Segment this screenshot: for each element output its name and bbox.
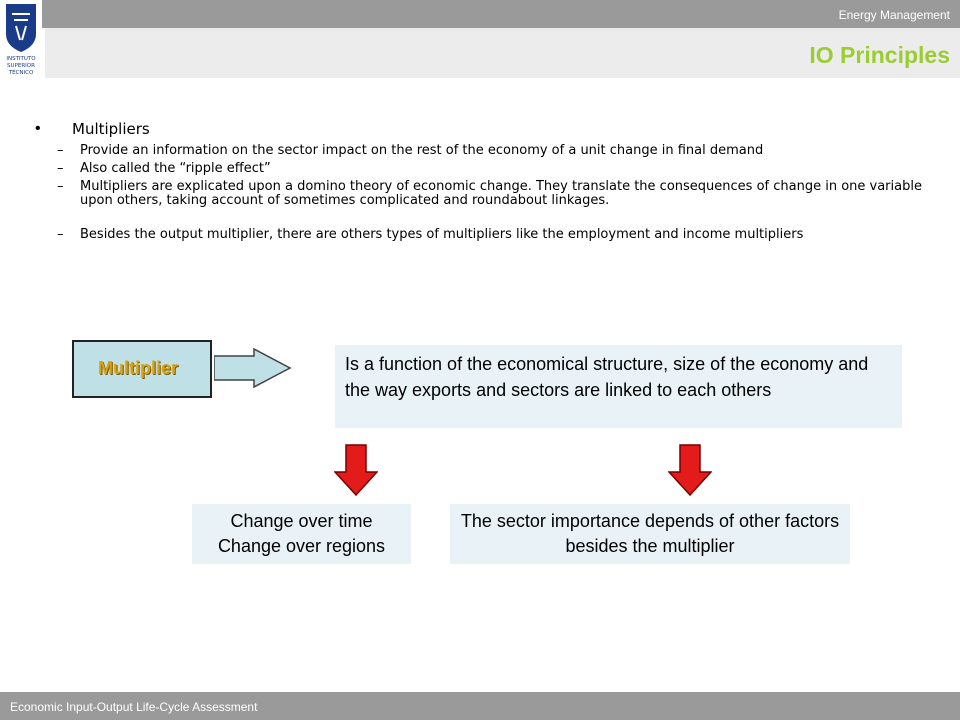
subpoint-text: Also called the “ripple effect” [80, 161, 271, 176]
change-line-regions: Change over regions [217, 536, 386, 556]
title-bar [45, 28, 960, 78]
subpoint-text: Besides the output multiplier, there are others types of multipliers like the employment and income multipliers [80, 227, 804, 242]
logo-line-3: TÉCNICO [8, 70, 34, 76]
logo-line-1: INSTITUTO [6, 56, 36, 62]
subpoint-list [35, 144, 925, 242]
subpoint-item: – Multipliers are explicated upon a domino theory of economic change. They translate the consequences of change in one variable upon others, taking account of sometimes complicated and roundabout linkages. [35, 180, 925, 208]
bullet-dot: • [35, 120, 41, 137]
change-box [192, 504, 411, 564]
course-name: Energy Management [838, 8, 950, 22]
subpoint-text: Provide an information on the sector impact on the rest of the economy of a unit change in final demand [80, 143, 764, 158]
description-box: Is a function of the economical structure, size of the economy and the way exports and sectors are linked to each others [335, 345, 902, 428]
page-title: IO Principles [809, 42, 950, 68]
down-arrow-icon [334, 444, 378, 496]
subpoint-text: Multipliers are explicated upon a domino theory of economic change. They translate the consequences of change in one variable upon others, taking account of sometimes complicated and roundabout linkages. [80, 179, 922, 208]
main-content [35, 120, 925, 246]
right-arrow-icon [214, 348, 292, 388]
bullet-text: Multipliers [72, 120, 150, 138]
sector-importance-box: The sector importance depends of other factors besides the multiplier [450, 504, 850, 564]
subpoint-item: – Provide an information on the sector impact on the rest of the economy of a unit change in final demand [35, 144, 925, 158]
footer-text: Economic Input-Output Life-Cycle Assessment [10, 700, 258, 714]
multiplier-label: Multiplier [98, 358, 178, 378]
bullet-item [35, 120, 925, 138]
institution-logo [0, 0, 42, 80]
top-bar [0, 0, 960, 28]
subpoint-item: – Besides the output multiplier, there are others types of multipliers like the employment and income multipliers [35, 228, 925, 242]
footer-bar [0, 692, 960, 720]
logo-line-2: SUPERIOR [7, 63, 35, 69]
down-arrow-icon [668, 444, 712, 496]
subpoint-item: – Also called the “ripple effect” [35, 162, 925, 176]
institution-logo-icon [0, 0, 42, 80]
change-line-time: Change over time [230, 511, 373, 531]
